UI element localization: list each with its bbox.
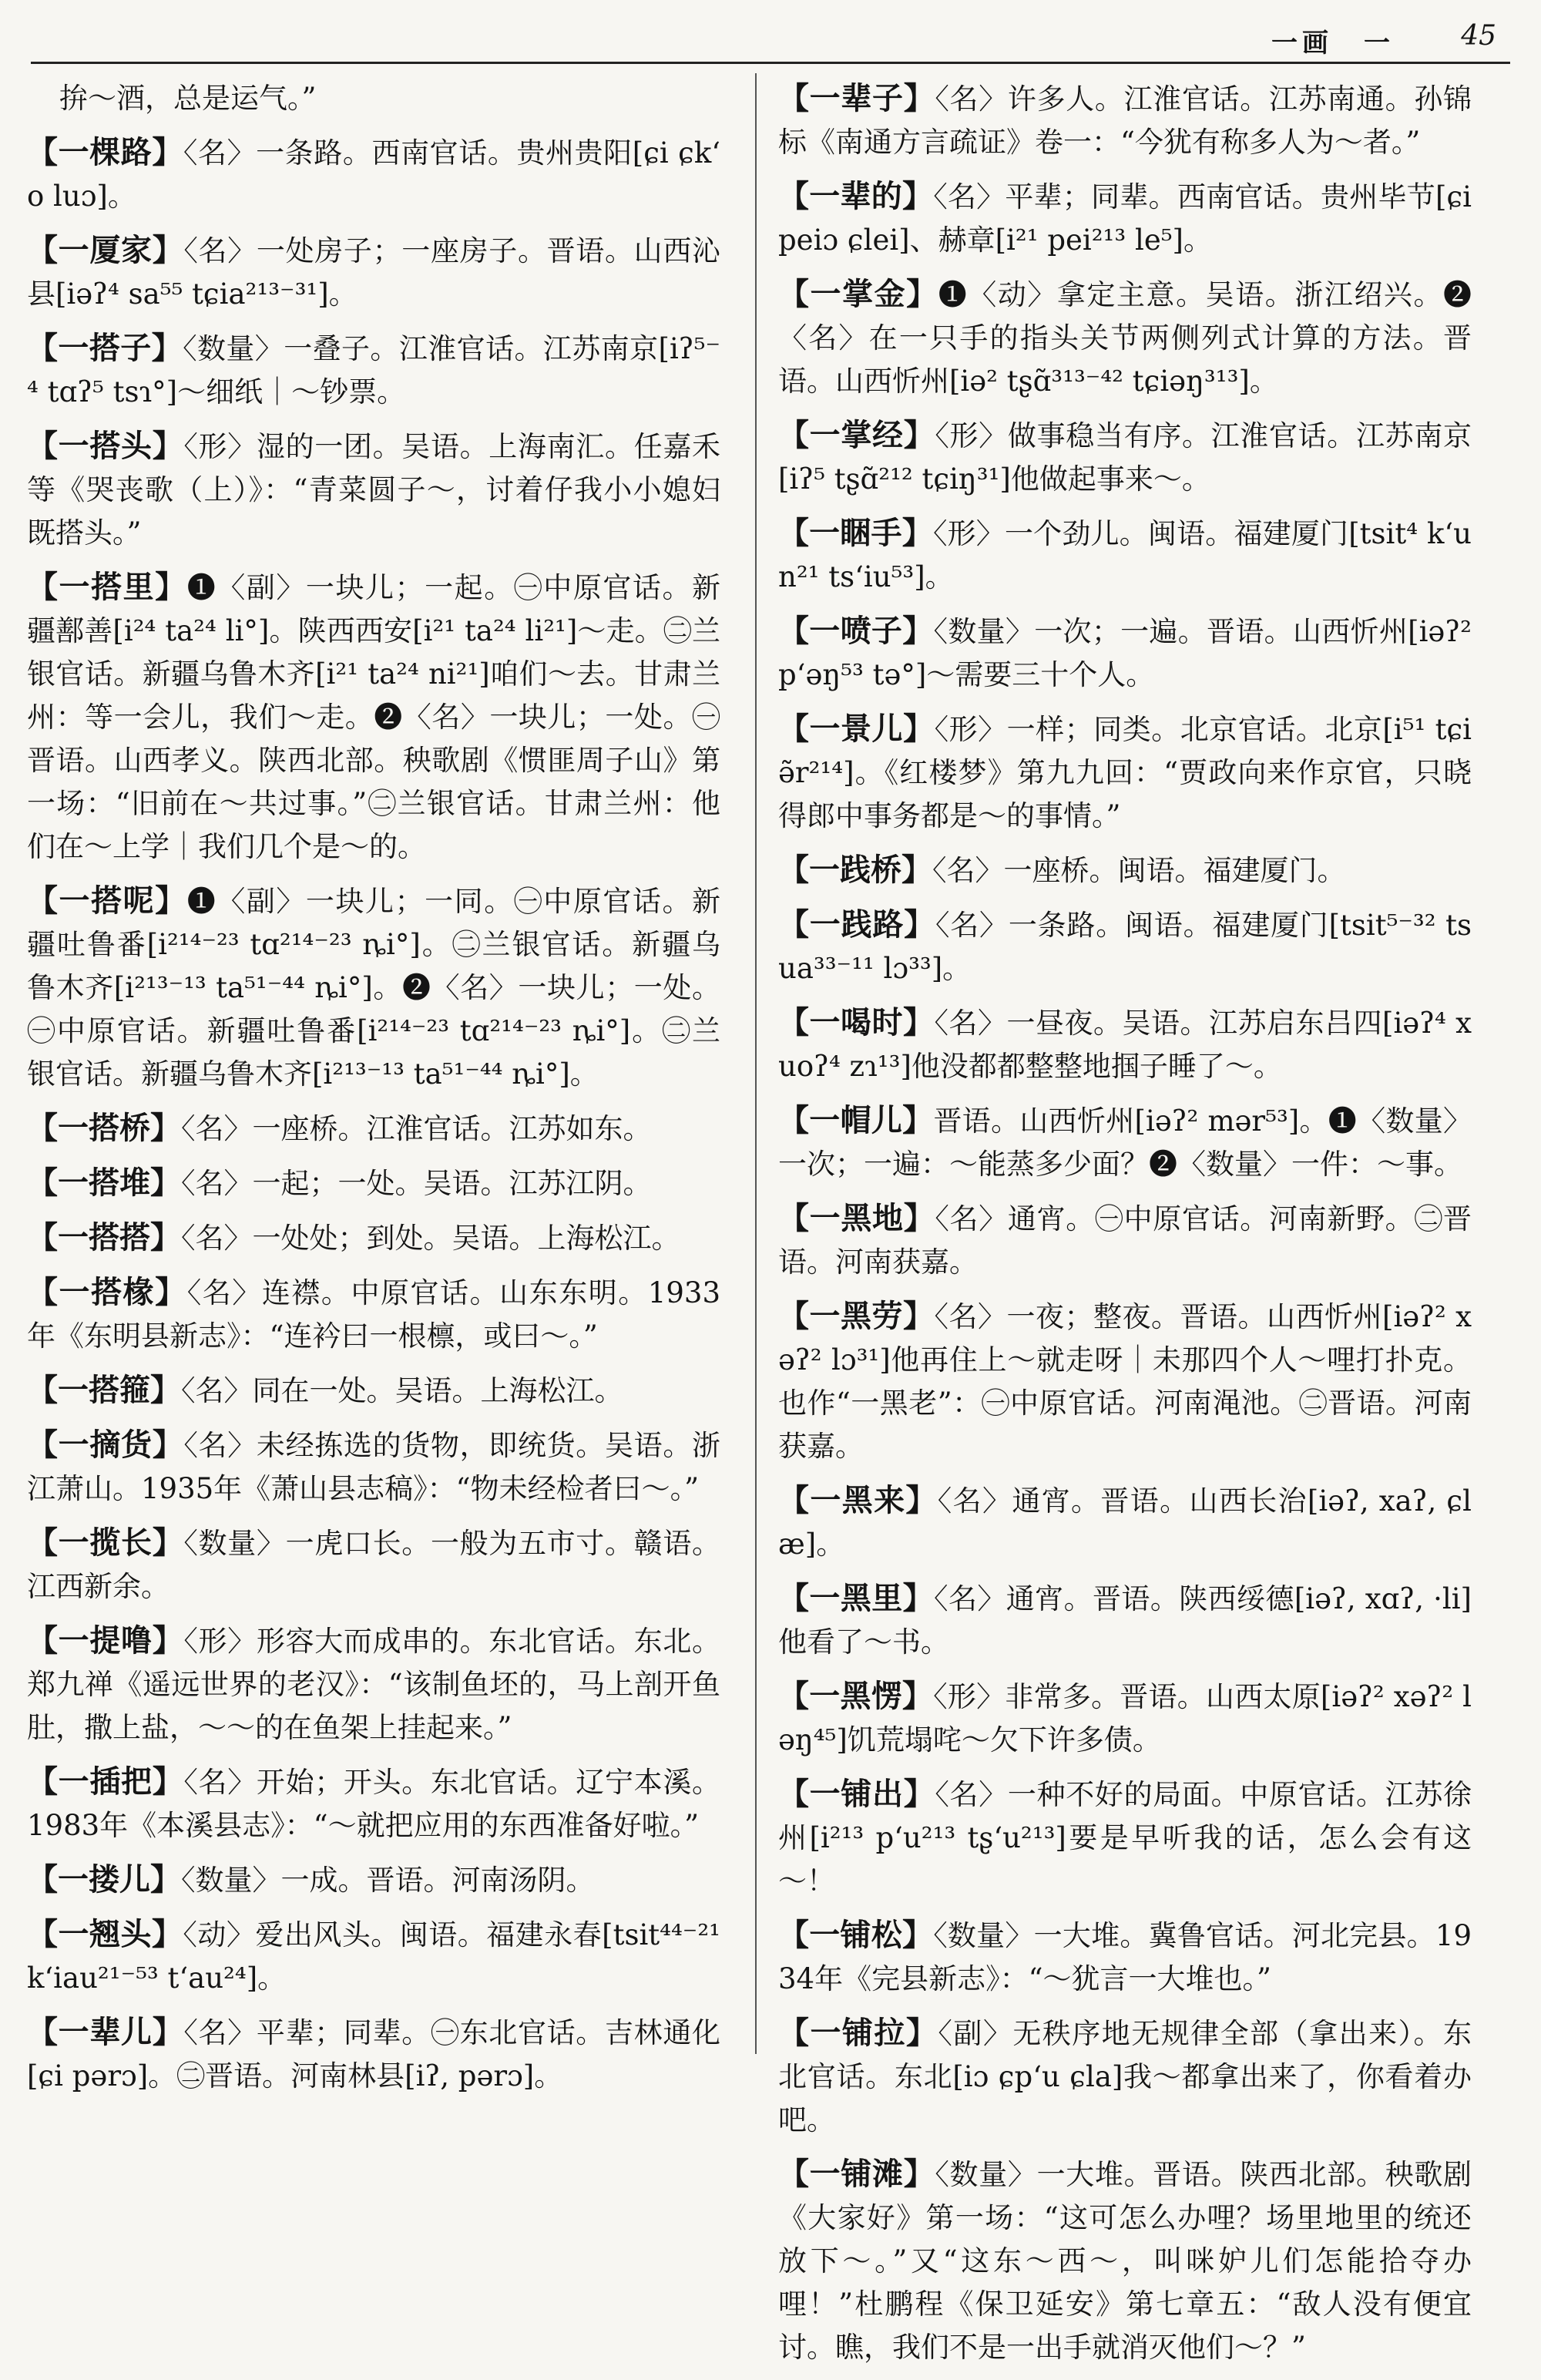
dictionary-entry xyxy=(778,1675,1472,1762)
entry-definition: 〈名〉一昼夜。吴语。江苏启东吕四[iəʔ⁴ xuoʔ⁴ zɿ¹³]他没都都整整地掴子睡了～。 xyxy=(778,1007,1472,1083)
entry-headword: 【一黑里】 xyxy=(778,1580,935,1616)
entry-definition: 〈动〉爱出风头。闽语。福建永春[tsit⁴⁴⁻²¹ kʻiau²¹⁻⁵³ tʻau²⁴]。 xyxy=(27,1918,721,1995)
dictionary-entry xyxy=(778,1099,1472,1186)
dictionary-entry xyxy=(27,425,720,555)
entry-definition: 〈数量〉一叠子。江淮官话。江苏南京[iʔ⁵⁻⁴ tɑʔ⁵ tsɿ°]～细纸｜～钞票。 xyxy=(27,332,721,408)
entry-definition: 〈数量〉一大堆。冀鲁官话。河北完县。1934年《完县新志》：“～犹言一大堆也。” xyxy=(778,1919,1472,1995)
dictionary-entry xyxy=(27,2011,720,2098)
dictionary-entry xyxy=(778,708,1472,838)
page-number: 45 xyxy=(1461,20,1496,52)
entry-definition: 〈形〉非常多。晋语。山西太原[iəʔ² xəʔ² ləŋ⁴⁵]饥荒塌咤～欠下许多债。 xyxy=(778,1680,1472,1756)
entry-headword: 【一掌金】 xyxy=(778,276,938,312)
entry-definition: 〈形〉湿的一团。吴语。上海南汇。任嘉禾等《哭丧歌（上）》：“青菜圆子～，讨着仔我小小媳妇既搭头。” xyxy=(27,430,721,550)
dictionary-entry xyxy=(778,2012,1472,2142)
entry-headword: 【一睏手】 xyxy=(778,515,933,551)
dictionary-entry xyxy=(27,1107,720,1151)
dictionary-entry xyxy=(778,77,1472,164)
entry-definition: 〈形〉形容大而成串的。东北官话。东北。郑九禅《遥远世界的老汉》：“该制鱼坯的，马上剖开鱼肚，撒上盐，～～的在鱼架上挂起来。” xyxy=(27,1625,721,1744)
dictionary-entry xyxy=(778,175,1472,262)
entry-definition: 〈名〉通宵。晋语。陕西绥德[iəʔ, xɑʔ, ·li]他看了～书。 xyxy=(778,1582,1472,1659)
left-column xyxy=(27,77,720,2109)
dictionary-entry xyxy=(778,273,1472,403)
dictionary-entry xyxy=(778,903,1472,990)
dictionary-entry xyxy=(27,1216,720,1260)
entry-headword: 【一搭椽】 xyxy=(27,1274,187,1310)
entry-definition: ❶〈副〉一块儿；一起。㊀中原官话。新疆鄯善[i²⁴ ta²⁴ li°]。陕西西安[i²¹ ta²⁴ li²¹]～走。㊁兰银官话。新疆乌鲁木齐[i²¹ ta²⁴ ni²¹]咱们～去。甘肃兰州：等一会儿，我们～走。❷〈名〉一块儿；一处。㊀晋语。山西孝义。陕西北部。秧歌剧《惯匪周子山》第一场：“旧前在～共过事。”㊁兰银官话。甘肃兰州：他们在～上学｜我们几个是～的。 xyxy=(27,571,721,863)
entry-headword: 【一辈子】 xyxy=(778,80,935,116)
entry-headword: 【一搭子】 xyxy=(27,330,183,366)
entry-definition: 〈名〉同在一处。吴语。上海松江。 xyxy=(181,1374,623,1407)
dictionary-entry xyxy=(27,1161,720,1205)
entry-definition: 〈名〉通宵。㊀中原官话。河南新野。㊁晋语。河南获嘉。 xyxy=(778,1202,1472,1279)
entry-headword: 【一掌经】 xyxy=(778,417,935,453)
dictionary-entry xyxy=(27,566,720,869)
entry-headword: 【一翘头】 xyxy=(27,1916,183,1952)
dictionary-entry xyxy=(778,849,1472,892)
entry-headword: 【一插把】 xyxy=(27,1763,184,1800)
dictionary-entry xyxy=(27,1760,720,1847)
entry-definition: 晋语。山西忻州[iəʔ² mər⁵³]。❶〈数量〉一次；一遍：～能蒸多少面？❷〈数量〉一件：～事。 xyxy=(778,1104,1472,1181)
entry-definition: ❶〈副〉一块儿；一同。㊀中原官话。新疆吐鲁番[i²¹⁴⁻²³ tɑ²¹⁴⁻²³ ȵi°]。㊁兰银官话。新疆乌鲁木齐[i²¹³⁻¹³ ta⁵¹⁻⁴⁴ ȵi°]。❷〈名〉一块儿；一处。㊀中原官话。新疆吐鲁番[i²¹⁴⁻²³ tɑ²¹⁴⁻²³ ȵi°]。㊁兰银官话。新疆乌鲁木齐[i²¹³⁻¹³ ta⁵¹⁻⁴⁴ ȵi°]。 xyxy=(27,885,721,1091)
entry-definition: 〈形〉一样；同类。北京官话。北京[i⁵¹ tɕiə̃r²¹⁴]。《红楼梦》第九九回：“贾政向来作京官，只晓得郎中事务都是～的事情。” xyxy=(778,713,1472,832)
entry-headword: 【一帽儿】 xyxy=(778,1102,934,1138)
dictionary-entry xyxy=(778,414,1472,501)
dictionary-entry xyxy=(27,131,720,218)
dictionary-entry xyxy=(778,1577,1472,1664)
entry-definition: 〈名〉平辈；同辈。㊀东北官话。吉林通化[ɕi pərɔ]。㊁晋语。河南林县[iʔ, pərɔ]。 xyxy=(27,2016,721,2093)
continuation-text: 拚～酒，总是运气。” xyxy=(59,82,317,115)
dictionary-entry xyxy=(778,1914,1472,2001)
entry-definition: 〈数量〉一大堆。晋语。陕西北部。秧歌剧《大家好》第一场：“这可怎么办哩？场里地里的统还放下～。”又“这东～西～，叫咪妒儿们怎能拾夺办哩！”杜鹏程《保卫延安》第七章五：“敌人没有便宜讨。瞧，我们不是一出手就消灭他们～？” xyxy=(778,2158,1472,2364)
dictionary-entry xyxy=(27,229,720,316)
entry-headword: 【一厦家】 xyxy=(27,232,184,268)
entry-headword: 【一搭搭】 xyxy=(27,1219,181,1256)
dictionary-entry xyxy=(27,1424,720,1511)
dictionary-entry xyxy=(778,1479,1472,1566)
entry-headword: 【一搭呢】 xyxy=(27,882,187,919)
dictionary-entry xyxy=(778,512,1472,599)
entry-headword: 【一黑劳】 xyxy=(778,1298,935,1334)
entry-headword: 【一辈儿】 xyxy=(27,2014,184,2050)
entry-headword: 【一棵路】 xyxy=(27,134,183,170)
dictionary-entry xyxy=(27,327,720,414)
entry-definition: 〈形〉一个劲儿。闽语。福建厦门[tsit⁴ kʻun²¹ tsʻiu⁵³]。 xyxy=(778,517,1472,593)
entry-headword: 【一铺滩】 xyxy=(778,2156,935,2192)
entry-definition: 〈名〉一条路。闽语。福建厦门[tsit⁵⁻³² tsua³³⁻¹¹ lɔ³³]。 xyxy=(778,909,1472,985)
entry-headword: 【一揽长】 xyxy=(27,1524,184,1561)
entry-definition: 〈名〉未经拣选的货物，即统货。吴语。浙江萧山。1935年《萧山县志稿》：“物未经检者曰～。” xyxy=(27,1429,721,1505)
entry-headword: 【一搭头】 xyxy=(27,428,184,464)
dictionary-entry xyxy=(27,1521,720,1609)
entry-definition: 〈数量〉一成。晋语。河南汤阴。 xyxy=(181,1864,595,1897)
dictionary-entry xyxy=(27,1619,720,1750)
column-divider xyxy=(755,73,757,2054)
entry-headword: 【一搭里】 xyxy=(27,569,187,605)
entry-definition: 〈名〉一处房子；一座房子。晋语。山西沁县[iəʔ⁴ sa⁵⁵ tɕia²¹³⁻³¹]。 xyxy=(27,234,721,311)
entry-definition: 〈副〉无秩序地无规律全部（拿出来）。东北官话。东北[iɔ ɕpʻu ɕla]我～都拿出来了，你看着办吧。 xyxy=(778,2017,1472,2136)
entry-definition: 〈数量〉一虎口长。一般为五市寸。赣语。江西新余。 xyxy=(27,1527,721,1603)
entry-definition: 〈名〉一处处；到处。吴语。上海松江。 xyxy=(181,1222,680,1255)
entry-definition: 〈名〉一座桥。江淮官话。江苏如东。 xyxy=(181,1112,652,1145)
entry-definition: 〈形〉做事稳当有序。江淮官话。江苏南京[iʔ⁵ tʂɑ̃²¹² tɕiŋ³¹]他做起事来～。 xyxy=(778,419,1472,496)
entry-headword: 【一喝时】 xyxy=(778,1004,935,1040)
entry-headword: 【一辈的】 xyxy=(778,178,934,214)
dictionary-entry xyxy=(778,610,1472,697)
dictionary-entry xyxy=(778,1773,1472,1903)
dictionary-entry xyxy=(27,1369,720,1413)
entry-definition: 〈名〉一种不好的局面。中原官话。江苏徐州[i²¹³ pʻu²¹³ tʂʻu²¹³]要是早听我的话，怎么会有这～！ xyxy=(778,1778,1472,1898)
right-column xyxy=(778,77,1472,2380)
entry-headword: 【一践桥】 xyxy=(778,852,932,888)
entry-definition: 〈名〉一起；一处。吴语。江苏江阴。 xyxy=(181,1167,652,1200)
page-header xyxy=(31,8,1510,64)
entry-definition: 〈名〉开始；开头。东北官话。辽宁本溪。1983年《本溪县志》：“～就把应用的东西准备好啦。” xyxy=(27,1766,721,1842)
entry-headword: 【一铺出】 xyxy=(778,1776,935,1812)
entry-definition: 〈名〉一条路。西南官话。贵州贵阳[ɕi ɕkʻo luɔ]。 xyxy=(27,136,721,213)
entry-definition: 〈名〉许多人。江淮官话。江苏南通。孙锦标《南通方言疏证》卷一：“今犹有称多人为～者。” xyxy=(778,82,1472,159)
entry-headword: 【一铺松】 xyxy=(778,1917,934,1953)
entry-headword: 【一摘货】 xyxy=(27,1427,184,1463)
dictionary-entry xyxy=(27,1858,720,1902)
dictionary-entry xyxy=(778,1197,1472,1284)
entry-definition: 〈名〉平辈；同辈。西南官话。贵州毕节[ɕi peiɔ ɕlei]、赫章[i²¹ pei²¹³ le⁵]。 xyxy=(778,180,1472,257)
entry-headword: 【一践路】 xyxy=(778,906,935,943)
entry-headword: 【一搭桥】 xyxy=(27,1110,181,1146)
entry-headword: 【一搭堆】 xyxy=(27,1165,181,1201)
entry-definition: ❶〈动〉拿定主意。吴语。浙江绍兴。❷〈名〉在一只手的指头关节两侧列式计算的方法。晋语。山西忻州[iə² tʂɑ̃³¹³⁻⁴² tɕiəŋ³¹³]。 xyxy=(778,278,1472,398)
entry-headword: 【一喷子】 xyxy=(778,613,934,649)
section-title: 一画 一 xyxy=(1271,28,1395,59)
entry-definition: 〈名〉连襟。中原官话。山东东明。1933年《东明县新志》：“连衿曰一根檩，或曰～。” xyxy=(27,1276,720,1353)
entry-definition: 〈名〉一座桥。闽语。福建厦门。 xyxy=(932,854,1346,887)
dictionary-entry xyxy=(27,879,720,1096)
entry-definition: 〈名〉通宵。晋语。山西长治[iəʔ, xaʔ, ɕlæ]。 xyxy=(778,1484,1472,1561)
entry-headword: 【一搂儿】 xyxy=(27,1861,181,1898)
entry-headword: 【一提噜】 xyxy=(27,1622,184,1659)
dictionary-entry xyxy=(27,1913,720,2000)
entry-headword: 【一黑地】 xyxy=(778,1200,935,1236)
entry-headword: 【一黑愣】 xyxy=(778,1678,934,1714)
entry-headword: 【一铺拉】 xyxy=(778,2015,938,2051)
entry-headword: 【一黑来】 xyxy=(778,1482,938,1518)
dictionary-entry xyxy=(778,1295,1472,1468)
entry-headword: 【一搭箍】 xyxy=(27,1372,181,1408)
dictionary-entry xyxy=(778,1001,1472,1088)
dictionary-entry xyxy=(27,1271,720,1358)
entry-definition: 〈名〉一夜；整夜。晋语。山西忻州[iəʔ² xəʔ² lɔ³¹]他再住上～就走呀｜未那四个人～哩打扑克。也作“一黑老”：㊀中原官话。河南渑池。㊁晋语。河南获嘉。 xyxy=(778,1300,1472,1463)
dictionary-entry xyxy=(778,2153,1472,2369)
entry-definition: 〈数量〉一次；一遍。晋语。山西忻州[iəʔ² pʻəŋ⁵³ tə°]～需要三十个人。 xyxy=(778,615,1472,691)
entry-headword: 【一景儿】 xyxy=(778,711,935,747)
